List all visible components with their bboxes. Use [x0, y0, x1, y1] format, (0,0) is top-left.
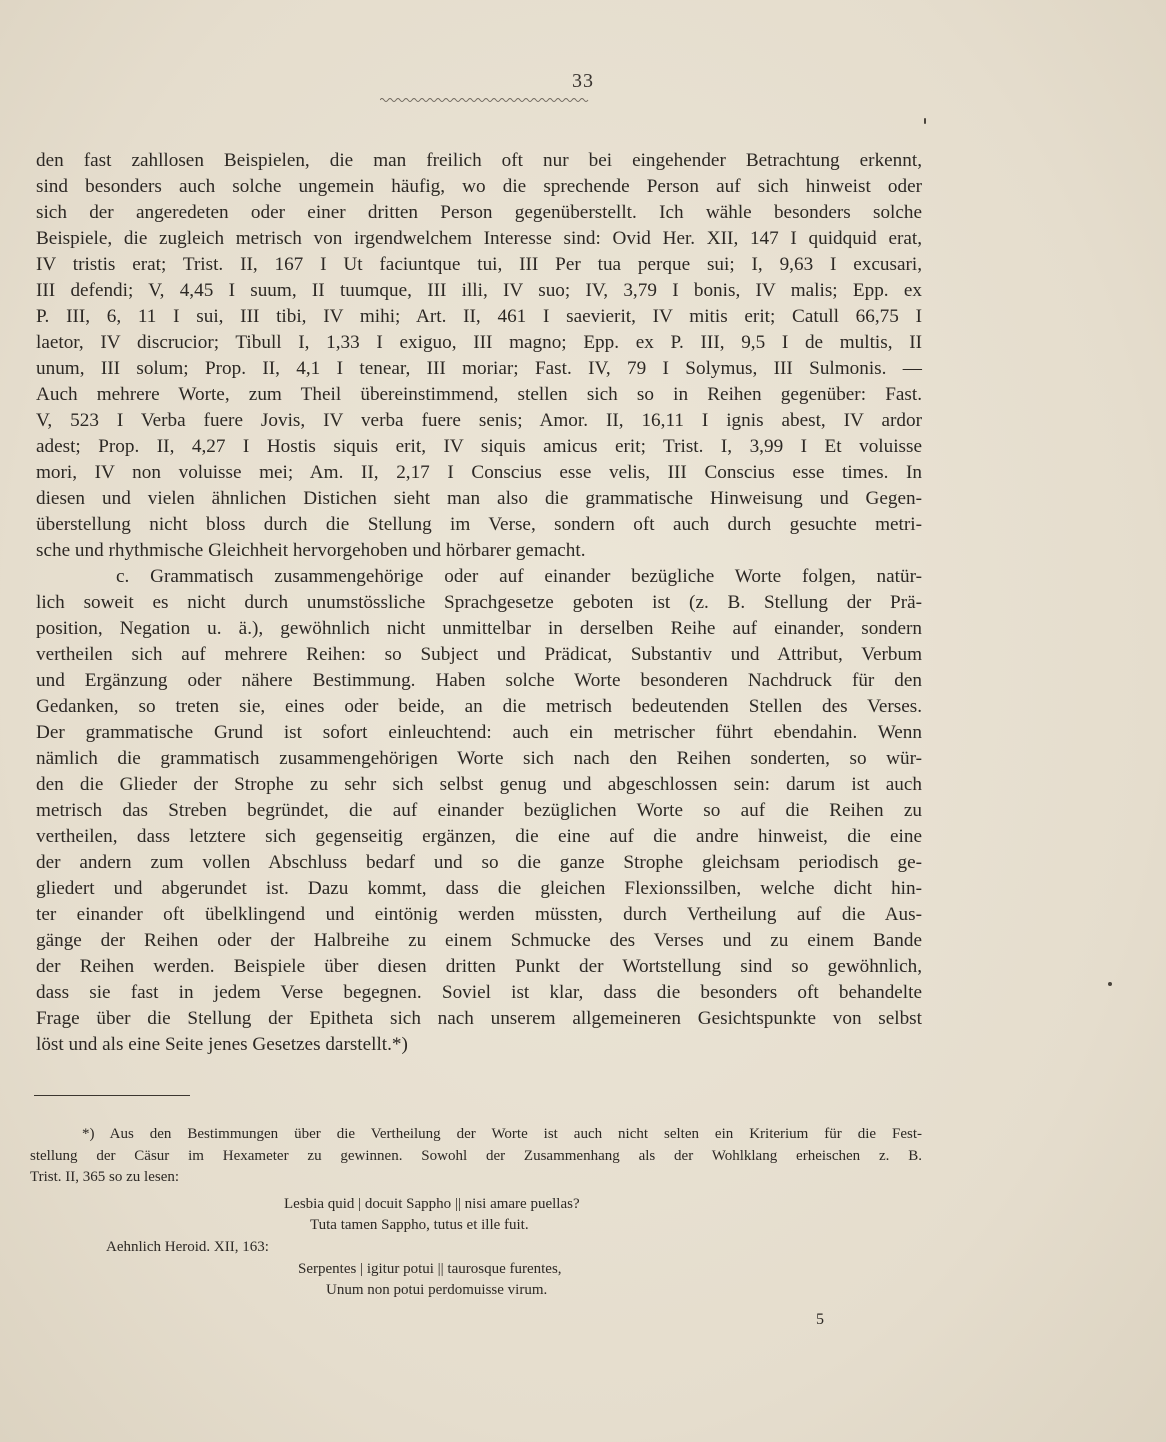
body-line: position, Negation u. ä.), gewöhnlich nicht unmittelbar in derselben Reihe auf einander, sondern: [36, 618, 922, 639]
body-line: unum, III solum; Prop. II, 4,1 I tenear, III moriar; Fast. IV, 79 I Solymus, III Sulmonis. —: [36, 358, 922, 379]
body-line: löst und als eine Seite jenes Gesetzes darstellt.*): [36, 1034, 408, 1055]
body-line: und Ergänzung oder nähere Bestimmung. Haben solche Worte besonderen Nachdruck für den: [36, 670, 922, 691]
footnote-verse-line: Unum non potui perdomuisse virum.: [326, 1282, 548, 1298]
body-line: lich soweit es nicht durch unumstössliche Sprachgesetze geboten ist (z. B. Stellung der Prä-: [36, 592, 922, 613]
page-number: 33: [572, 70, 594, 92]
body-line: nämlich die grammatisch zusammengehörigen Worte sich nach den Reihen sonderten, so wür-: [36, 748, 922, 769]
body-line: ter einander oft übelklingend und eintönig werden müssten, durch Vertheilung auf die Aus-: [36, 904, 922, 925]
body-line: gänge der Reihen oder der Halbreihe zu einem Schmucke des Verses und zu einem Bande: [36, 930, 922, 951]
body-line: sich der angeredeten oder einer dritten Person gegenüberstellt. Ich wähle besonders solche: [36, 202, 922, 223]
footnote-verse-line: Tuta tamen Sappho, tutus et ille fuit.: [310, 1217, 529, 1233]
body-line: mori, IV non voluisse mei; Am. II, 2,17 I Conscius esse velis, III Conscius esse times. In: [36, 462, 922, 483]
body-line: Beispiele, die zugleich metrisch von irgendwelchem Interesse sind: Ovid Her. XII, 147 I quidquid erat,: [36, 228, 922, 249]
body-line: der Reihen werden. Beispiele über diesen dritten Punkt der Wortstellung sind so gewöhnlich,: [36, 956, 922, 977]
body-line: Gedanken, so treten sie, eines oder beide, an die metrisch bedeutenden Stellen des Verses.: [36, 696, 922, 717]
footnote-verse-line: Lesbia quid | docuit Sappho || nisi amare puellas?: [284, 1196, 580, 1212]
body-line: Frage über die Stellung der Epitheta sich nach unserem allgemeineren Gesichtspunkte von selbst: [36, 1008, 922, 1029]
paper-speck: [1108, 982, 1112, 986]
footnote-line: stellung der Cäsur im Hexameter zu gewinnen. Sowohl der Zusammenhang als der Wohlklang erheischen z. B.: [30, 1147, 922, 1164]
body-line: diesen und vielen ähnlichen Distichen sieht man also die grammatische Hinweisung und Gegen-: [36, 488, 922, 509]
footnote-line: *) Aus den Bestimmungen über die Vertheilung der Worte ist auch nicht selten ein Kriterium für die Fest-: [82, 1126, 922, 1142]
footnote-separator: [34, 1095, 190, 1096]
body-line: vertheilen, dass letztere sich gegenseitig ergänzen, die eine auf die andre hinweist, die eine: [36, 826, 922, 847]
body-line: sche und rhythmische Gleichheit hervorgehoben und hörbarer gemacht.: [36, 540, 586, 561]
header-ornament: [380, 96, 590, 104]
body-line: P. III, 6, 11 I sui, III tibi, IV mihi; Art. II, 461 I saevierit, IV mitis erit; Catull 66,75 I: [36, 306, 922, 327]
paper-speck: [924, 118, 926, 124]
signature-mark: 5: [816, 1311, 824, 1328]
body-line: sind besonders auch solche ungemein häufig, wo die sprechende Person auf sich hinweist oder: [36, 176, 922, 197]
footnote-line: Trist. II, 365 so zu lesen:: [30, 1169, 180, 1185]
footnote: [30, 1124, 922, 1189]
body-line: den die Glieder der Strophe zu sehr sich selbst genug und abgeschlossen sein: darum ist auch: [36, 774, 922, 795]
footnote-reference: Aehnlich Heroid. XII, 163:: [106, 1239, 269, 1255]
body-line: Der grammatische Grund ist sofort einleuchtend: auch ein metrischer führt ebendahin. Wenn: [36, 722, 922, 743]
body-line: Auch mehrere Worte, zum Theil übereinstimmend, stellen sich so in Reihen gegenüber: Fast.: [36, 384, 922, 405]
footnote-verse-line: Serpentes | igitur potui || taurosque furentes,: [298, 1261, 562, 1277]
paragraph-start-line: c. Grammatisch zusammengehörige oder auf einander bezügliche Worte folgen, natür-: [116, 566, 922, 587]
body-text: [36, 148, 922, 1058]
body-line: überstellung nicht bloss durch die Stellung im Verse, sondern oft auch durch gesuchte metri-: [36, 514, 922, 535]
body-line: laetor, IV discrucior; Tibull I, 1,33 I exiguo, III magno; Epp. ex P. III, 9,5 I de multis, II: [36, 332, 922, 353]
body-line: IV tristis erat; Trist. II, 167 I Ut faciuntque tui, III Per tua perque sui; I, 9,63 I excusari,: [36, 254, 922, 275]
body-line: III defendi; V, 4,45 I suum, II tuumque, III illi, IV suo; IV, 3,79 I bonis, IV malis; Epp. ex: [36, 280, 922, 301]
body-line: vertheilen sich auf mehrere Reihen: so Subject und Prädicat, Substantiv und Attribut, Verbum: [36, 644, 922, 665]
body-line: dass sie fast in jedem Verse begegnen. Soviel ist klar, dass die besonders oft behandelte: [36, 982, 922, 1003]
body-line: V, 523 I Verba fuere Jovis, IV verba fuere senis; Amor. II, 16,11 I ignis abest, IV ardor: [36, 410, 922, 431]
body-line: der andern zum vollen Abschluss bedarf und so die ganze Strophe gleichsam periodisch ge-: [36, 852, 922, 873]
body-line: den fast zahllosen Beispielen, die man freilich oft nur bei eingehender Betrachtung erkennt,: [36, 150, 922, 171]
body-line: gliedert und abgerundet ist. Dazu kommt, dass die gleichen Flexionssilben, welche dicht hin-: [36, 878, 922, 899]
body-line: adest; Prop. II, 4,27 I Hostis siquis erit, IV siquis amicus erit; Trist. I, 3,99 I Et voluisse: [36, 436, 922, 457]
body-line: metrisch das Streben begründet, die auf einander bezüglichen Worte so auf die Reihen zu: [36, 800, 922, 821]
